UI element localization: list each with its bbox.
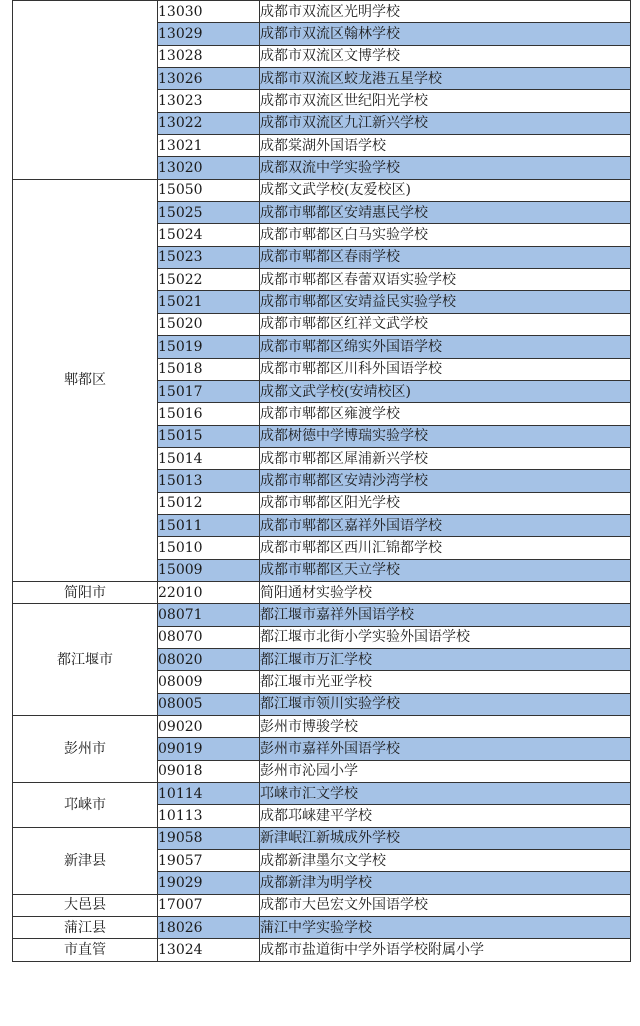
- school-name-cell: 成都市双流区世纪阳光学校: [260, 90, 631, 112]
- table-row: [13, 1, 631, 23]
- school-name-cell: 都江堰市嘉祥外国语学校: [260, 604, 631, 626]
- school-code-cell: 15014: [158, 447, 260, 469]
- school-name-cell: 成都市盐道街中学外语学校附属小学: [260, 939, 631, 961]
- school-name-cell: 成都市郫都区红祥文武学校: [260, 313, 631, 335]
- school-code-cell: 17007: [158, 894, 260, 916]
- school-name-cell: 成都市郫都区川科外国语学校: [260, 358, 631, 380]
- school-name-cell: 简阳通材实验学校: [260, 581, 631, 603]
- school-name-cell: 成都市郫都区安靖惠民学校: [260, 202, 631, 224]
- school-name-cell: 成都市大邑宏文外国语学校: [260, 894, 631, 916]
- school-code-cell: 15020: [158, 313, 260, 335]
- district-cell: 大邑县: [13, 894, 158, 916]
- school-code-cell: 15018: [158, 358, 260, 380]
- school-name-cell: 成都市双流区九江新兴学校: [260, 112, 631, 134]
- school-name-cell: 成都棠湖外国语学校: [260, 135, 631, 157]
- school-code-cell: 13026: [158, 68, 260, 90]
- school-name-cell: 成都市郫都区阳光学校: [260, 492, 631, 514]
- table-row: [13, 939, 631, 961]
- school-code-cell: 15013: [158, 470, 260, 492]
- school-name-cell: 都江堰市万汇学校: [260, 648, 631, 670]
- school-code-cell: 08005: [158, 693, 260, 715]
- table-row: [13, 581, 631, 603]
- district-cell: 新津县: [13, 827, 158, 894]
- school-name-cell: 成都市郫都区雍渡学校: [260, 403, 631, 425]
- school-name-cell: 彭州市沁园小学: [260, 760, 631, 782]
- school-name-cell: 成都邛崃建平学校: [260, 805, 631, 827]
- school-code-cell: 15009: [158, 559, 260, 581]
- school-code-cell: 15017: [158, 380, 260, 402]
- district-cell: 市直管: [13, 939, 158, 961]
- school-name-cell: 成都新津为明学校: [260, 872, 631, 894]
- school-code-cell: 15019: [158, 336, 260, 358]
- school-list-body: [13, 1, 631, 962]
- school-name-cell: 成都市郫都区西川汇锦都学校: [260, 537, 631, 559]
- school-code-cell: 09020: [158, 716, 260, 738]
- school-code-cell: 13021: [158, 135, 260, 157]
- school-name-cell: 成都双流中学实验学校: [260, 157, 631, 179]
- school-name-cell: 成都树德中学博瑞实验学校: [260, 425, 631, 447]
- school-code-cell: 15050: [158, 179, 260, 201]
- school-code-cell: 08020: [158, 648, 260, 670]
- school-name-cell: 成都市双流区蛟龙港五星学校: [260, 68, 631, 90]
- school-code-cell: 13024: [158, 939, 260, 961]
- school-name-cell: 成都市双流区光明学校: [260, 1, 631, 23]
- school-name-cell: 都江堰市北街小学实验外国语学校: [260, 626, 631, 648]
- school-name-cell: 成都新津墨尔文学校: [260, 850, 631, 872]
- school-code-cell: 13028: [158, 45, 260, 67]
- school-code-cell: 09019: [158, 738, 260, 760]
- school-code-cell: 13030: [158, 1, 260, 23]
- school-code-cell: 15012: [158, 492, 260, 514]
- school-code-cell: 19057: [158, 850, 260, 872]
- school-code-cell: 15022: [158, 269, 260, 291]
- school-code-cell: 15025: [158, 202, 260, 224]
- school-name-cell: 成都市双流区翰林学校: [260, 23, 631, 45]
- school-name-cell: 成都市双流区文博学校: [260, 45, 631, 67]
- school-name-cell: 彭州市博骏学校: [260, 716, 631, 738]
- district-cell: 简阳市: [13, 581, 158, 603]
- school-name-cell: 成都市郫都区白马实验学校: [260, 224, 631, 246]
- school-name-cell: 都江堰市光亚学校: [260, 671, 631, 693]
- school-code-cell: 15016: [158, 403, 260, 425]
- school-code-cell: 08071: [158, 604, 260, 626]
- district-cell: 都江堰市: [13, 604, 158, 716]
- district-cell: [13, 1, 158, 180]
- school-code-cell: 15015: [158, 425, 260, 447]
- school-code-cell: 19058: [158, 827, 260, 849]
- district-cell: 蒲江县: [13, 917, 158, 939]
- school-name-cell: 成都市郫都区安靖益民实验学校: [260, 291, 631, 313]
- school-code-cell: 18026: [158, 917, 260, 939]
- school-name-cell: 成都市郫都区春蕾双语实验学校: [260, 269, 631, 291]
- school-name-cell: 邛崃市汇文学校: [260, 783, 631, 805]
- school-name-cell: 新津岷江新城成外学校: [260, 827, 631, 849]
- school-code-cell: 15011: [158, 514, 260, 536]
- school-code-cell: 19029: [158, 872, 260, 894]
- school-name-cell: 成都市郫都区绵实外国语学校: [260, 336, 631, 358]
- school-list-table: [12, 0, 631, 962]
- school-name-cell: 成都市郫都区春雨学校: [260, 246, 631, 268]
- table-row: [13, 894, 631, 916]
- school-code-cell: 13022: [158, 112, 260, 134]
- table-row: [13, 783, 631, 805]
- school-code-cell: 22010: [158, 581, 260, 603]
- table-row: [13, 604, 631, 626]
- school-code-cell: 10113: [158, 805, 260, 827]
- school-code-cell: 13020: [158, 157, 260, 179]
- table-row: [13, 179, 631, 201]
- district-cell: 郫都区: [13, 179, 158, 581]
- school-code-cell: 15021: [158, 291, 260, 313]
- school-code-cell: 13023: [158, 90, 260, 112]
- school-code-cell: 08009: [158, 671, 260, 693]
- school-code-cell: 15023: [158, 246, 260, 268]
- table-row: [13, 827, 631, 849]
- table-row: [13, 917, 631, 939]
- school-code-cell: 08070: [158, 626, 260, 648]
- school-name-cell: 成都文武学校(安靖校区): [260, 380, 631, 402]
- school-code-cell: 09018: [158, 760, 260, 782]
- school-name-cell: 都江堰市领川实验学校: [260, 693, 631, 715]
- school-name-cell: 彭州市嘉祥外国语学校: [260, 738, 631, 760]
- school-name-cell: 成都市郫都区犀浦新兴学校: [260, 447, 631, 469]
- school-name-cell: 蒲江中学实验学校: [260, 917, 631, 939]
- district-cell: 邛崃市: [13, 783, 158, 828]
- school-name-cell: 成都市郫都区安靖沙湾学校: [260, 470, 631, 492]
- school-code-cell: 10114: [158, 783, 260, 805]
- school-code-cell: 15010: [158, 537, 260, 559]
- school-name-cell: 成都文武学校(友爱校区): [260, 179, 631, 201]
- school-name-cell: 成都市郫都区天立学校: [260, 559, 631, 581]
- school-name-cell: 成都市郫都区嘉祥外国语学校: [260, 514, 631, 536]
- table-row: [13, 716, 631, 738]
- district-cell: 彭州市: [13, 716, 158, 783]
- school-code-cell: 13029: [158, 23, 260, 45]
- school-code-cell: 15024: [158, 224, 260, 246]
